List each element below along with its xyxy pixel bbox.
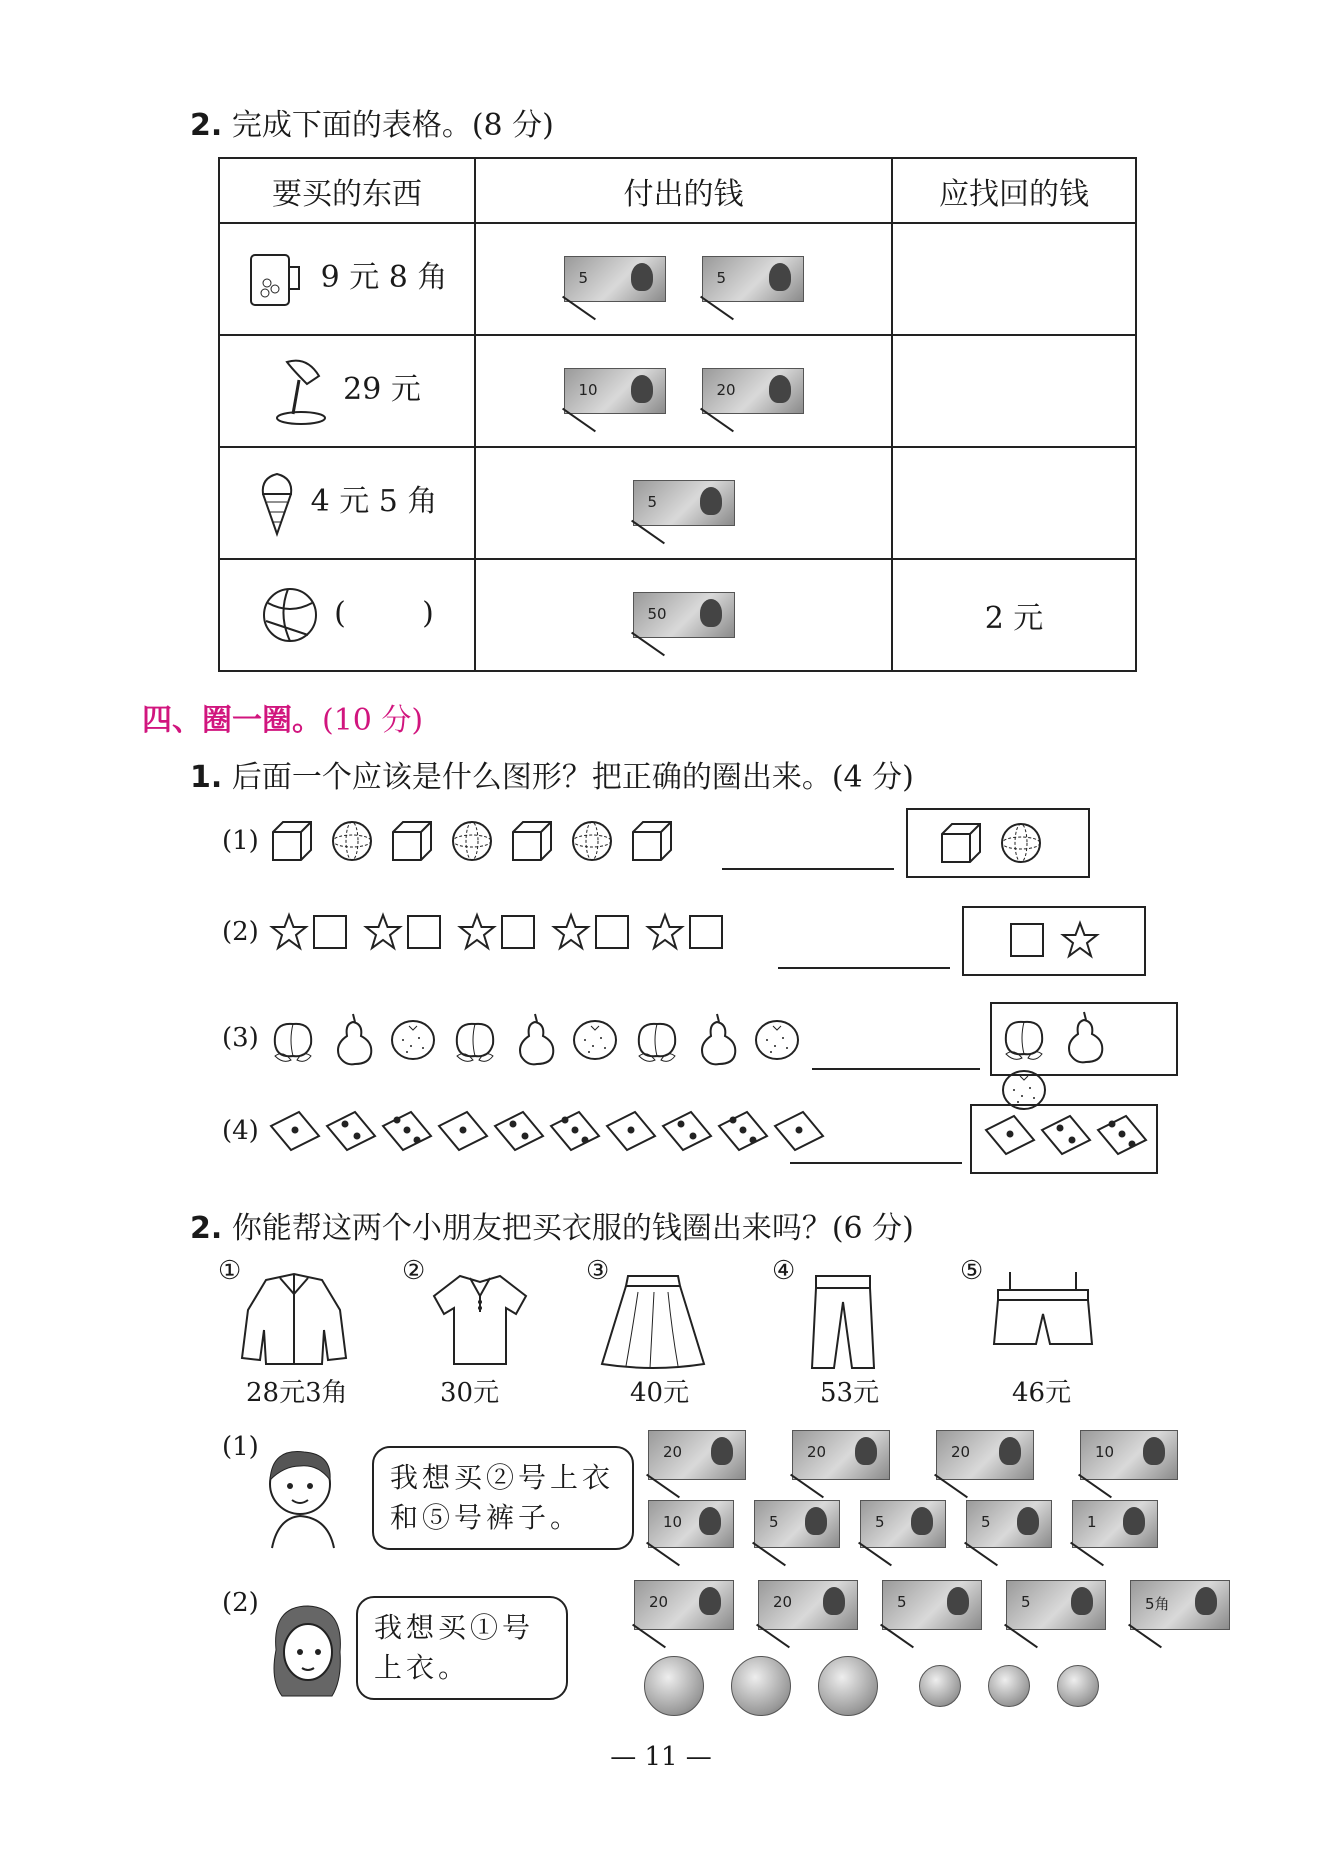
item-price: 9 元 8 角 (320, 260, 448, 295)
pear-icon (331, 1010, 375, 1066)
pear-icon (1062, 1008, 1106, 1064)
paid-cell (475, 559, 892, 671)
boy-icon (248, 1440, 358, 1550)
change-cell[interactable] (892, 223, 1136, 335)
q2-number: 2. (190, 108, 223, 143)
banknote-5: 5 (633, 480, 735, 526)
options-box (906, 808, 1090, 878)
clothing-num-2: ② (402, 1256, 426, 1286)
clothing-price-3: 40元 (630, 1378, 690, 1408)
star-icon (551, 912, 591, 952)
table-row (219, 335, 1136, 447)
clothing-price-5: 46元 (1012, 1378, 1072, 1408)
cube-icon (389, 818, 435, 864)
star-icon (363, 912, 403, 952)
s4-q2-number: 2. (190, 1211, 223, 1246)
sphere-icon (569, 818, 615, 864)
banknote-5: 5 (1006, 1580, 1106, 1630)
star-icon (645, 912, 685, 952)
paid-cell (475, 335, 892, 447)
item-price: 4 元 5 角 (310, 484, 438, 519)
star-icon (269, 912, 309, 952)
sequence-3 (222, 1010, 815, 1066)
paid-cell (475, 447, 892, 559)
domino-2-icon (493, 1110, 545, 1152)
domino-1-icon (605, 1110, 657, 1152)
item-cell (219, 223, 475, 335)
square-icon (593, 913, 631, 951)
domino-2-icon (325, 1110, 377, 1152)
peach-icon (269, 1012, 317, 1064)
coin-1-jiao (988, 1665, 1030, 1707)
banknote-5: 5 (860, 1500, 946, 1548)
bubble-line: 和⑤号裤子。 (390, 1501, 583, 1534)
seq-label: (3) (222, 1023, 259, 1053)
banknote-5: 5 (754, 1500, 840, 1548)
domino-3-icon (1096, 1114, 1148, 1156)
banknote-10: 10 (564, 368, 666, 414)
star-icon (457, 912, 497, 952)
money-row-2 (648, 1500, 1178, 1548)
domino-2-icon (1040, 1114, 1092, 1156)
banknote-5: 5 (966, 1500, 1052, 1548)
table-header-row (219, 158, 1136, 223)
clothing-num-1: ① (218, 1256, 242, 1286)
mug-icon (247, 249, 307, 309)
ice-cream-icon (257, 468, 297, 538)
kid2-label: (2) (222, 1588, 259, 1618)
section-4-label: 四、圈一圈。 (142, 703, 322, 738)
square-icon (499, 913, 537, 951)
coin-1-jiao (1057, 1665, 1099, 1707)
answer-blank[interactable] (778, 967, 950, 969)
s4-q2-heading (190, 1203, 914, 1247)
orange-icon (753, 1014, 801, 1062)
money-table (218, 157, 1137, 672)
change-cell: 2 元 (892, 559, 1136, 671)
col-header-change: 应找回的钱 (892, 158, 1136, 223)
answer-blank[interactable] (812, 1068, 980, 1070)
table-row (219, 559, 1136, 671)
speech-bubble-1 (372, 1446, 634, 1550)
clothing-price-4: 53元 (820, 1378, 880, 1408)
options-box (970, 1104, 1158, 1174)
paid-cell (475, 223, 892, 335)
coin-1-yuan (731, 1656, 791, 1716)
sphere-icon (449, 818, 495, 864)
money-row-3 (634, 1580, 1254, 1630)
square-icon (687, 913, 725, 951)
cube-icon (509, 818, 555, 864)
kid1-label: (1) (222, 1432, 259, 1462)
banknote-5: 5 (882, 1580, 982, 1630)
clothing-num-4: ④ (772, 1256, 796, 1286)
peach-icon (1000, 1010, 1048, 1062)
banknote-1: 1 (1072, 1500, 1158, 1548)
sphere-icon (329, 818, 375, 864)
jacket-icon (236, 1270, 352, 1370)
section-4-score: (10 分) (322, 703, 424, 738)
options-box (990, 1002, 1178, 1076)
seq-label: (2) (222, 917, 259, 947)
girl-icon (262, 1600, 352, 1710)
orange-icon (571, 1014, 619, 1062)
s4-q1-number: 1. (190, 760, 223, 795)
clothing-price-1: 28元3角 (246, 1378, 348, 1408)
cube-icon (629, 818, 675, 864)
square-icon (311, 913, 349, 951)
clothing-num-3: ③ (586, 1256, 610, 1286)
seq-label: (1) (222, 826, 259, 856)
star-icon (1060, 920, 1100, 960)
speech-bubble-2 (356, 1596, 568, 1700)
banknote-5: 5 (564, 256, 666, 302)
banknote-10: 10 (1080, 1430, 1178, 1480)
options-box (962, 906, 1146, 976)
domino-1-icon (269, 1110, 321, 1152)
seq-label: (4) (222, 1116, 259, 1146)
pear-icon (513, 1010, 557, 1066)
coin-1-yuan (644, 1656, 704, 1716)
change-cell[interactable] (892, 335, 1136, 447)
banknote-20: 20 (936, 1430, 1034, 1480)
table-row (219, 447, 1136, 559)
cube-icon (938, 820, 984, 866)
banknote-5: 5 (702, 256, 804, 302)
bubble-line: 上衣。 (374, 1651, 471, 1684)
bubble-line: 我想买①号 (374, 1611, 535, 1644)
section-4-title (142, 695, 423, 739)
s4-q1-text: 后面一个应该是什么图形？把正确的圈出来。(4 分) (231, 760, 914, 795)
banknote-50: 50 (633, 592, 735, 638)
domino-1-icon (984, 1114, 1036, 1156)
shorts-icon (990, 1270, 1096, 1350)
banknote-20: 20 (702, 368, 804, 414)
s4-q1-heading (190, 752, 914, 796)
answer-blank[interactable] (722, 868, 894, 870)
banknote-20: 20 (634, 1580, 734, 1630)
col-header-item: 要买的东西 (219, 158, 475, 223)
domino-3-icon (381, 1110, 433, 1152)
money-row-1 (648, 1430, 1224, 1480)
skirt-icon (598, 1272, 708, 1372)
sphere-icon (998, 820, 1044, 866)
item-cell (219, 447, 475, 559)
square-icon (1008, 921, 1046, 959)
banknote-10: 10 (648, 1500, 734, 1548)
domino-3-icon (717, 1110, 769, 1152)
trousers-icon (808, 1272, 878, 1372)
desk-lamp-icon (273, 356, 329, 426)
pear-icon (695, 1010, 739, 1066)
col-header-paid: 付出的钱 (475, 158, 892, 223)
orange-icon (389, 1014, 437, 1062)
banknote-20: 20 (758, 1580, 858, 1630)
q2-text: 完成下面的表格。(8 分) (231, 108, 554, 143)
bubble-line: 我想买②号上衣 (390, 1461, 615, 1494)
coin-1-yuan (818, 1656, 878, 1716)
polo-shirt-icon (430, 1270, 530, 1370)
item-cell (219, 559, 475, 671)
item-price: 29 元 (343, 372, 421, 407)
clothing-num-5: ⑤ (960, 1256, 984, 1286)
coin-1-jiao (919, 1665, 961, 1707)
banknote-20: 20 (648, 1430, 746, 1480)
sequence-1 (222, 818, 689, 864)
peach-icon (633, 1012, 681, 1064)
table-row (219, 223, 1136, 335)
domino-1-icon (437, 1110, 489, 1152)
peach-icon (451, 1012, 499, 1064)
answer-blank[interactable] (790, 1162, 962, 1164)
sequence-2 (222, 912, 739, 952)
clothing-price-2: 30元 (440, 1378, 500, 1408)
q2-heading (190, 100, 554, 144)
cube-icon (269, 818, 315, 864)
domino-3-icon (549, 1110, 601, 1152)
item-cell (219, 335, 475, 447)
domino-1-icon (773, 1110, 825, 1152)
sequence-4 (222, 1110, 829, 1152)
volleyball-icon (260, 585, 320, 645)
s4-q2-text: 你能帮这两个小朋友把买衣服的钱圈出来吗？(6 分) (231, 1211, 914, 1246)
banknote-20: 20 (792, 1430, 890, 1480)
square-icon (405, 913, 443, 951)
page-number: — 11 — (610, 1742, 712, 1772)
banknote-5角: 5角 (1130, 1580, 1230, 1630)
item-price-blank[interactable]: ( ) (334, 596, 434, 631)
change-cell[interactable] (892, 447, 1136, 559)
coins-row (644, 1656, 1121, 1716)
domino-2-icon (661, 1110, 713, 1152)
